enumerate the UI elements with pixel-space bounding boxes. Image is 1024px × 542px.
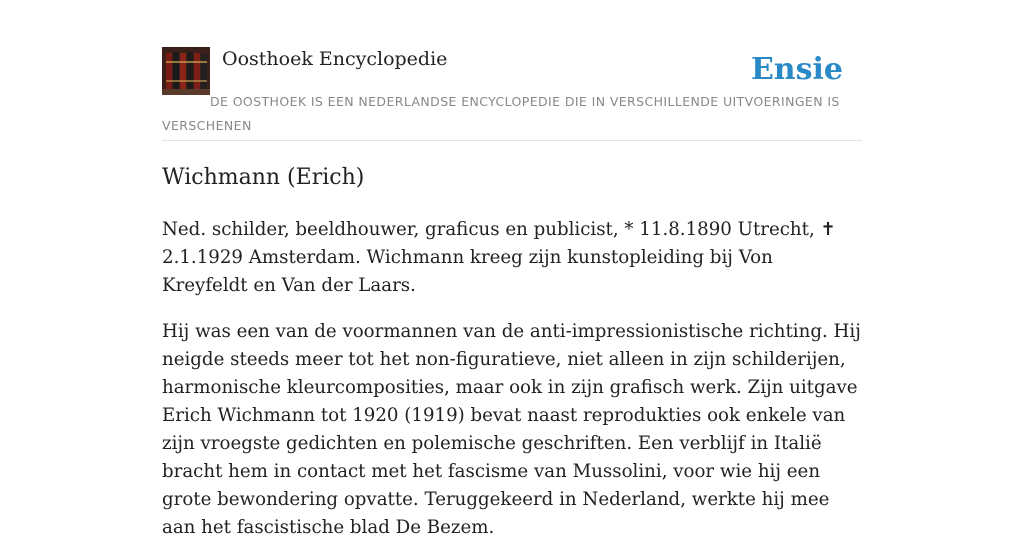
encyclopedia-books-avatar[interactable] bbox=[162, 47, 210, 95]
article-paragraph: Ned. schilder, beeldhouwer, graficus en publicist, * 11.8.1890 Utrecht, ✝ 2.1.1929 Amsterdam. Wichmann kreeg zijn kunstopleiding bij Von Kreyfeldt en Van der Laars. bbox=[162, 219, 836, 296]
site-title[interactable]: Oosthoek Encyclopedie bbox=[222, 48, 448, 70]
article-paragraph: Hij was een van de voormannen van de anti-impressionistische richting. Hij neigde steeds meer tot het non-figuratieve, niet alleen in zijn schilderijen, harmonische kleurcomposities, maar ook in zijn grafisch werk. Zijn uitgave Erich Wichmann tot 1920 (1919) bevat naast reprodukties ook enkele van zijn vroegste gedichten en polemische geschriften. Een verblijf in Italië bracht hem in contact met het fascisme van Mussolini, voor wie hij een grote bewondering opvatte. Teruggekeerd in Nederland, werkte hij mee aan het fascistische blad De Bezem. bbox=[162, 321, 861, 538]
article-title: Wichmann (Erich) bbox=[162, 165, 365, 190]
site-header bbox=[162, 46, 862, 141]
article bbox=[162, 160, 862, 542]
ensie-logo-link[interactable]: Ensie bbox=[750, 52, 843, 87]
site-tagline: DE OOSTHOEK IS EEN NEDERLANDSE ENCYCLOPEDIE DIE IN VERSCHILLENDE UITVOERINGEN IS VERSCHENEN bbox=[162, 94, 840, 133]
